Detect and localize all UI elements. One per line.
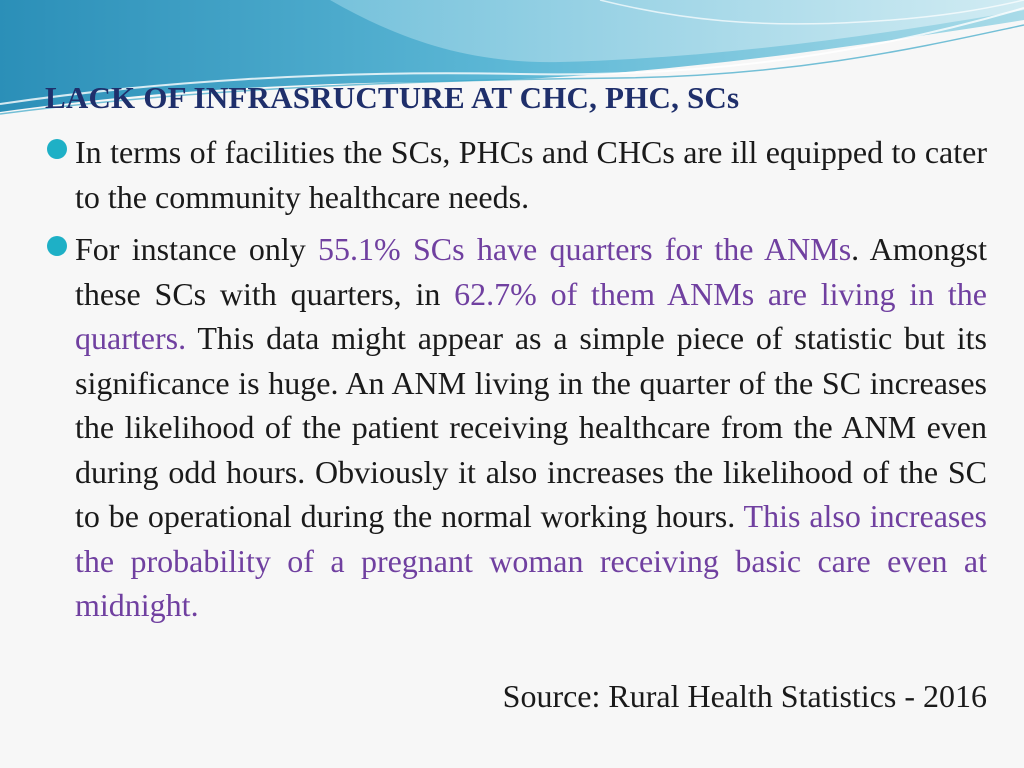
text-segment: . Amongst these SCs with quarters, in [75, 231, 988, 312]
bullet-item [45, 227, 987, 628]
bullet-text [75, 227, 987, 628]
highlighted-text: This also increases the probability of a pregnant woman receiving basic care even at midnight. [75, 498, 988, 623]
slide-title: LACK OF INFRASRUCTURE AT CHC, PHC, SCs [45, 80, 740, 115]
highlighted-text: 62.7% of them ANMs are living in the quarters. [75, 275, 988, 356]
bullet-list [45, 130, 987, 636]
text-segment: For instance only [75, 231, 319, 267]
bullet-icon [47, 139, 67, 159]
text-segment: In terms of facilities the SCs, PHCs and CHCs are ill equipped to cater to the community healthcare needs. [75, 134, 987, 215]
bullet-icon [47, 236, 67, 256]
bullet-text [75, 130, 987, 219]
highlighted-text: 55.1% SCs have quarters for the ANMs [318, 231, 852, 267]
bullet-item [45, 130, 987, 219]
source-citation: Source: Rural Health Statistics - 2016 [502, 678, 987, 714]
text-segment: This data might appear as a simple piece of statistic but its significance is huge. An ANM living in the quarter of the SC increases the likelihood of the patient receiving healthcare from the ANM even during odd hours. Obviously it also increases the likelihood of the SC to be operational during the normal working hours. [75, 320, 987, 534]
